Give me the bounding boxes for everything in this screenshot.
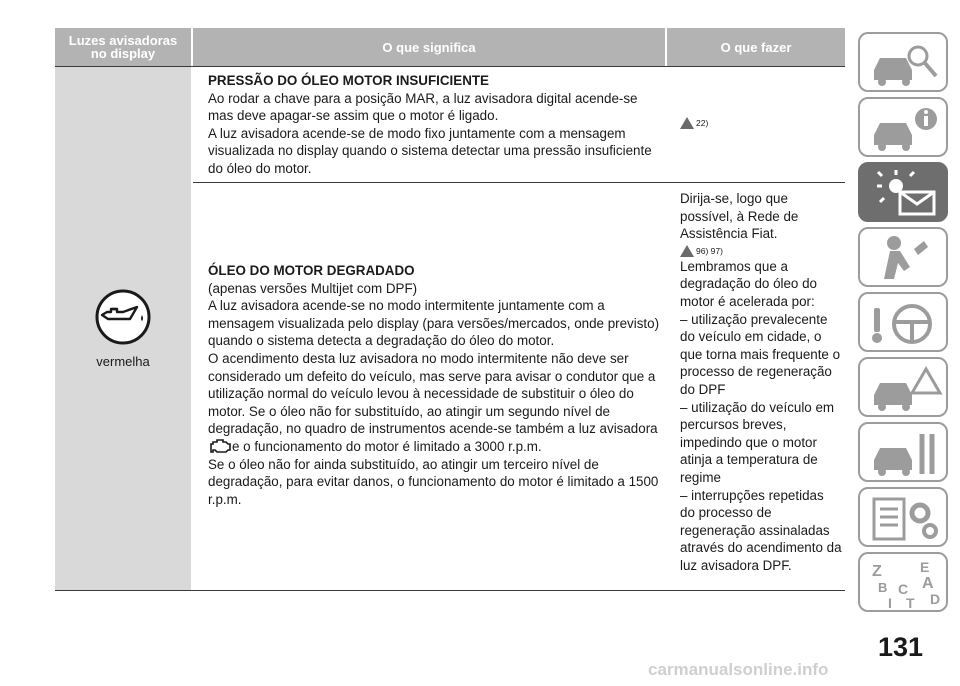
page-number: 131	[878, 632, 924, 662]
watermark-footer: carmanualsonline.info	[648, 660, 829, 679]
row-title: PRESSÃO DO ÓLEO MOTOR INSUFICIENTE	[208, 73, 489, 88]
car-info-icon	[860, 99, 950, 159]
lamp-color-label: vermelha	[96, 354, 150, 369]
row-paragraph: A luz avisadora acende-se de modo fixo juntamente com a mensagem visualizada no display quando o sistema detectar uma pressão insuficiente do óleo do motor.	[208, 125, 652, 176]
row-paragraph: Se o óleo não for ainda substituído, ao atingir um terceiro nível de degradação, para evitar danos, o funcionamento do motor é limitado a 1500 r.p.m.	[208, 456, 659, 507]
row-paragraph: e o funcionamento do motor é limitado a 3000 r.p.m.	[232, 438, 542, 454]
warning-light-message-icon	[860, 164, 950, 224]
tab-warning-lights[interactable]	[858, 162, 948, 222]
tab-maintenance[interactable]	[858, 422, 948, 482]
row-paragraph: Ao rodar a chave para a posição MAR, a luz avisadora digital acende-se mas deve apagar-se assim que o motor é ligado.	[208, 90, 638, 124]
warning-triangle-icon	[680, 245, 694, 257]
car-warning-icon	[860, 359, 950, 419]
row-paragraph: O acendimento desta luz avisadora no modo intermitente não deve ser considerado um defeito do veículo, mas serve para avisar o condutor que a utilização normal do veículo levou à necessidade de substituir o óleo do motor. Se o óleo não for substituído, ao atingir um segundo nível de degradação, no quadro de instrumentos acende-se também a luz avisadora	[208, 350, 658, 437]
row-paragraph: (apenas versões Multijet com DPF)	[208, 280, 418, 296]
car-search-icon	[860, 34, 950, 94]
warning-reference-number: 22)	[696, 118, 709, 128]
tab-safety[interactable]	[858, 227, 948, 287]
engine-failure-icon	[208, 439, 232, 453]
header-action: O que fazer	[667, 28, 845, 66]
row-degraded-oil-meaning	[208, 262, 660, 508]
index-letter: C	[898, 581, 909, 597]
car-service-tools-icon	[860, 424, 950, 484]
warning-reference	[680, 245, 842, 257]
action-paragraph: Dirija-se, logo que possível, à Rede de Assistência Fiat.	[680, 191, 799, 242]
index-letter: I	[888, 595, 892, 611]
alphabet-index-icon	[860, 554, 950, 614]
index-letter: E	[920, 559, 930, 575]
oil-pressure-icon	[90, 289, 156, 345]
index-letter: D	[930, 591, 941, 607]
warning-triangle-icon	[680, 117, 694, 129]
index-letter: T	[906, 595, 915, 611]
action-paragraph: Lembramos que a degradação do óleo do motor é acelerada por:	[680, 258, 817, 309]
warning-reference	[680, 117, 708, 129]
header-meaning: O que significa	[193, 28, 665, 66]
index-letter: Z	[872, 563, 882, 580]
table-bottom-divider	[55, 590, 845, 591]
index-letter: A	[922, 575, 934, 592]
specs-gears-icon	[860, 489, 950, 549]
action-bullet: – utilização prevalecente do veículo em cidade, o que torna mais frequente o processo de regeneração do DPF	[680, 311, 841, 397]
row-title: ÓLEO DO MOTOR DEGRADADO	[208, 263, 415, 278]
action-bullet: – interrupções repetidas do processo de regeneração assinaladas através do acendimento da luz avisadora DPF.	[680, 487, 842, 573]
row-degraded-oil-action	[680, 190, 842, 574]
header-warning-lights: Luzes avisadoras no display	[55, 28, 191, 66]
tab-car-search[interactable]	[858, 32, 948, 92]
action-bullet: – utilização do veículo em percursos breves, impedindo que o motor atinja a temperatura de regime	[680, 399, 835, 485]
row-oil-pressure-meaning	[208, 72, 660, 178]
airbag-person-icon	[860, 229, 950, 289]
tab-starting-driving[interactable]	[858, 292, 948, 352]
tab-emergency[interactable]	[858, 357, 948, 417]
tab-technical-data[interactable]	[858, 487, 948, 547]
warning-reference-number: 96) 97)	[696, 245, 723, 256]
row-divider	[193, 182, 845, 183]
row-paragraph: A luz avisadora acende-se no modo intermitente juntamente com a mensagem visualizada pelo display (para versões/mercados, onde previsto) quando o sistema detecta a degradação do óleo do motor.	[208, 298, 660, 349]
index-letter: B	[878, 580, 888, 595]
steering-wheel-key-icon	[860, 294, 950, 354]
tab-index[interactable]	[858, 552, 948, 612]
tab-car-info[interactable]	[858, 97, 948, 157]
